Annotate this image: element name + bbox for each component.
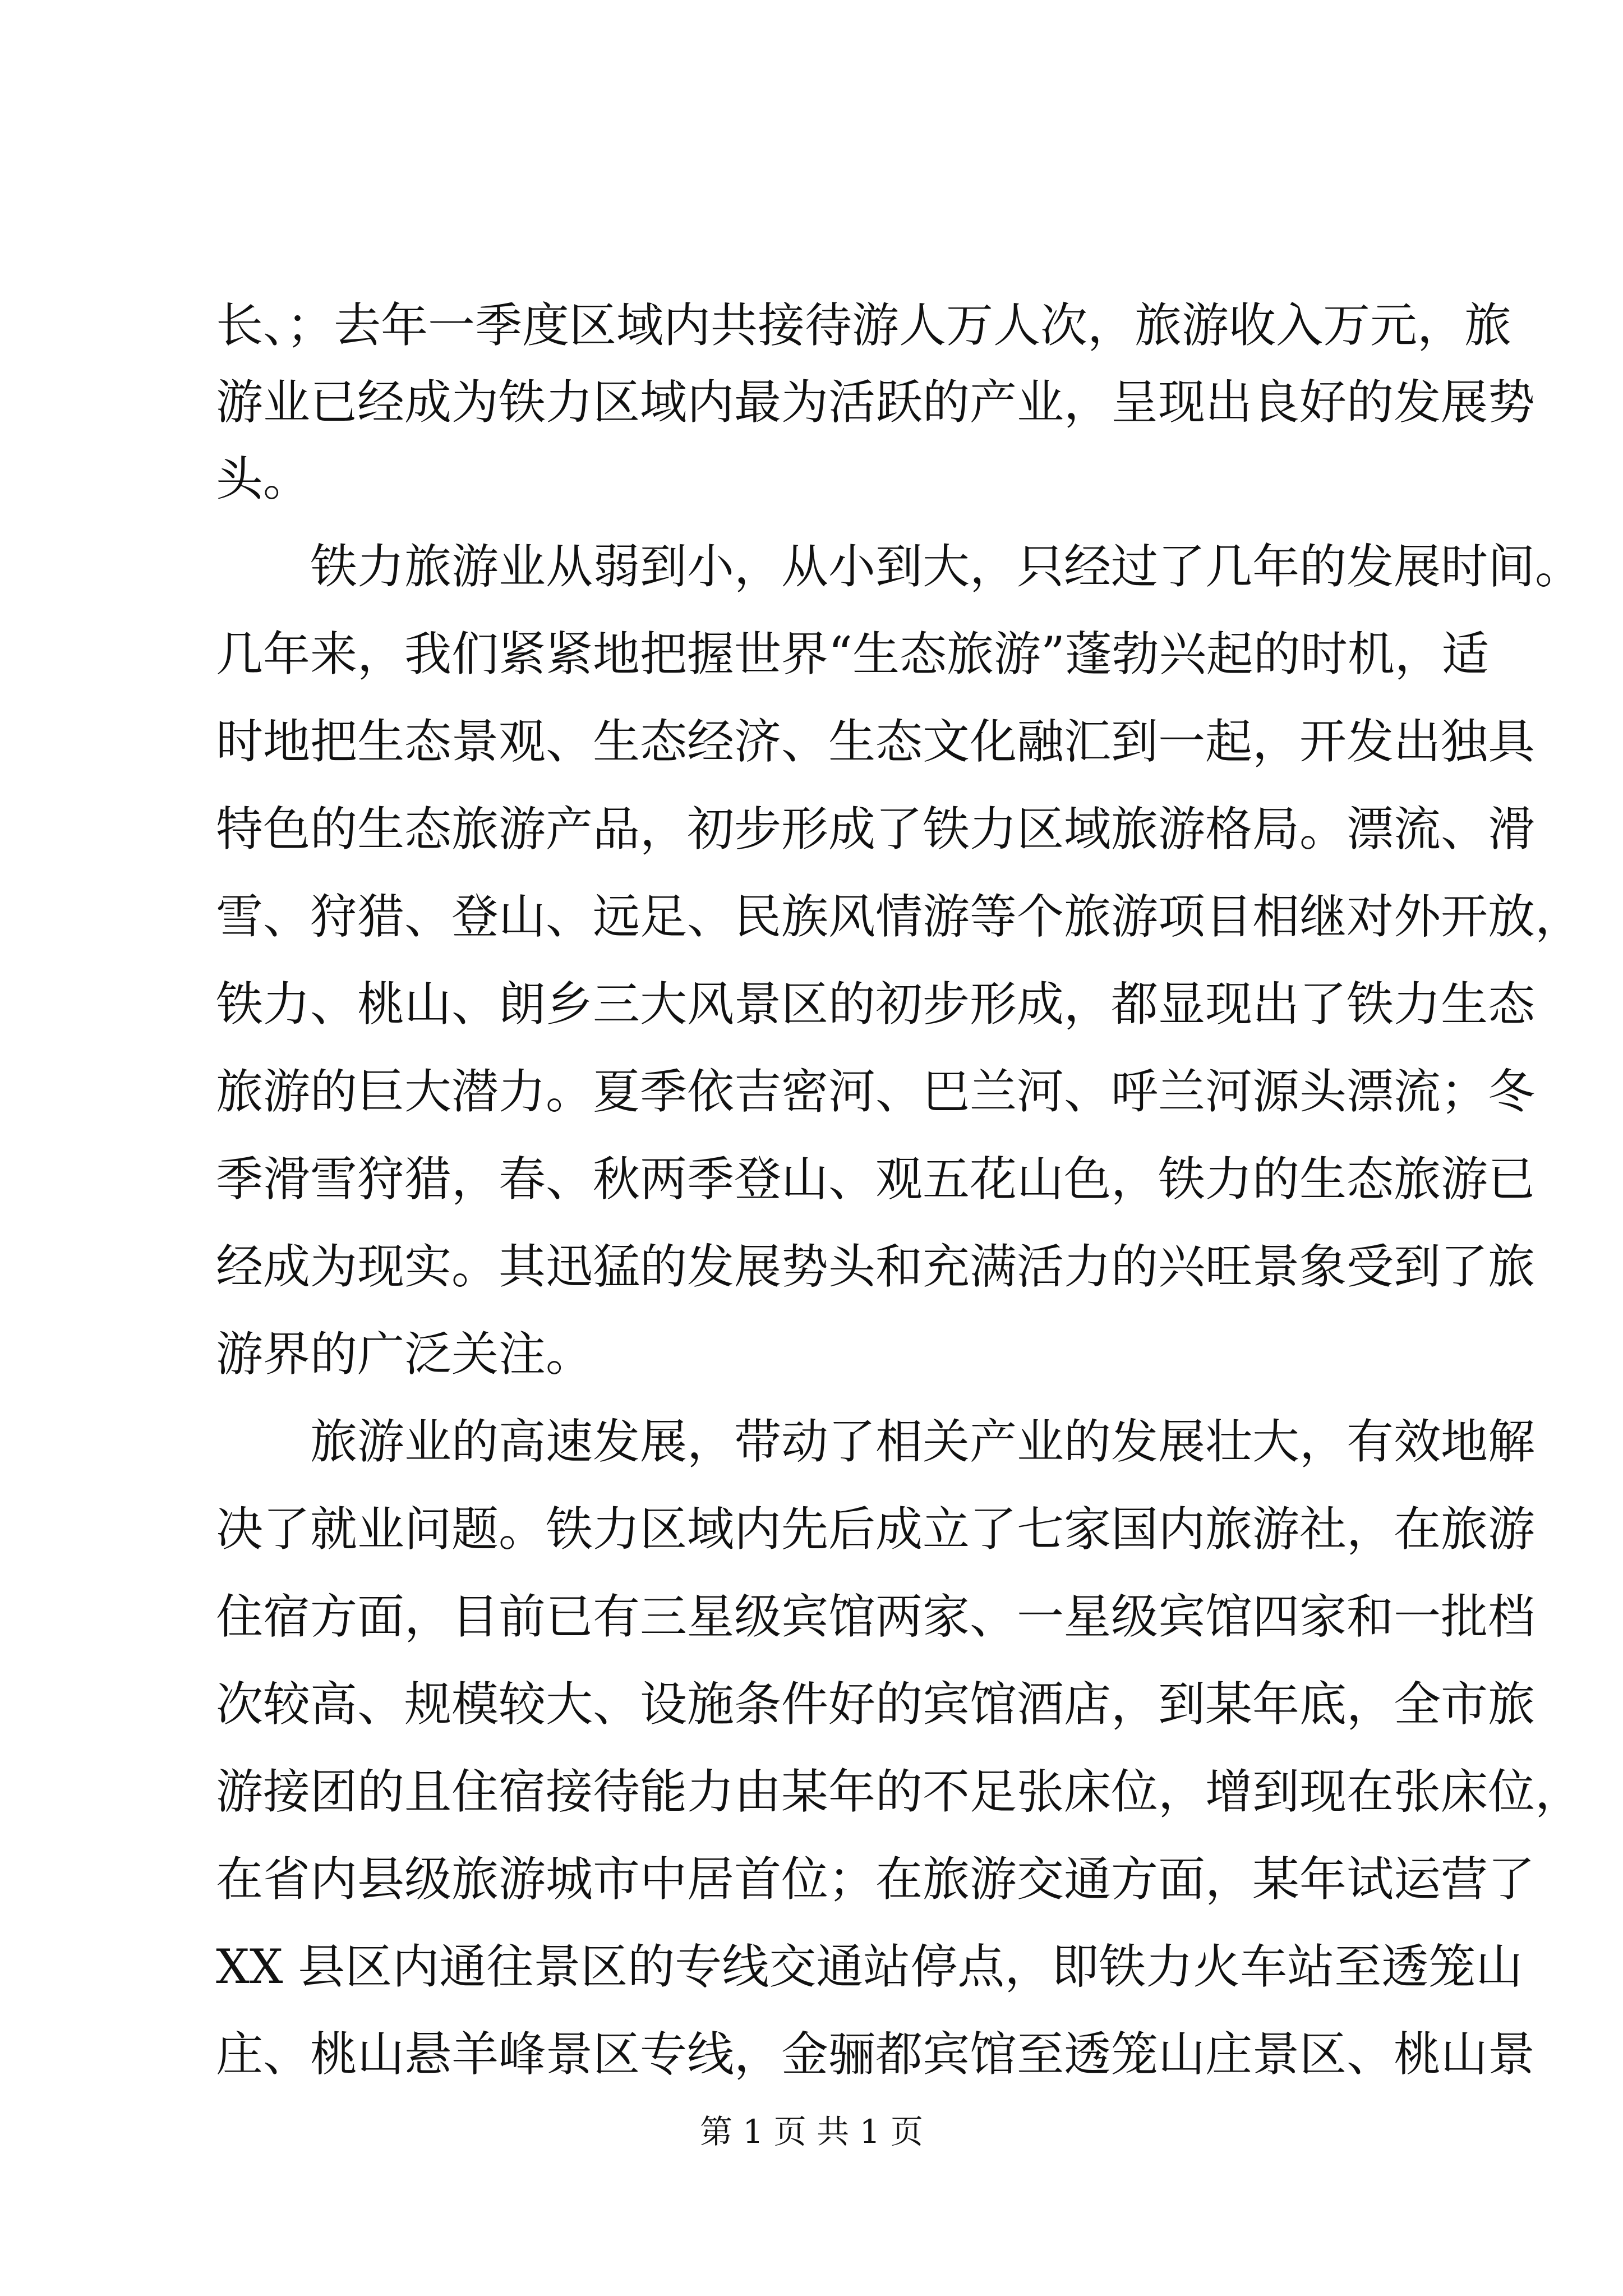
text-line-8: 雪、狩猎、登山、远足、民族风情游等个旅游项目相继对外开放， — [216, 889, 1583, 944]
text-line-9: 铁力、桃山、朗乡三大风景区的初步形成，都显现出了铁力生态 — [216, 977, 1536, 1032]
text-line-12: 经成为现实。其迅猛的发展势头和充满活力的兴旺景象受到了旅 — [216, 1239, 1536, 1294]
text-line-13: 游界的广泛关注。 — [216, 1327, 593, 1382]
text-line-4: 铁力旅游业从弱到小，从小到大，只经过了几年的发展时间。 — [216, 539, 1583, 594]
text-line-7: 特色的生态旅游产品，初步形成了铁力区域旅游格局。漂流、滑 — [216, 802, 1536, 857]
text-line-15: 决了就业问题。铁力区域内先后成立了七家国内旅游社，在旅游 — [216, 1502, 1536, 1557]
text-line-20: XX 县区内通往景区的专线交通站停点，即铁力火车站至透笼山 — [216, 1939, 1523, 1994]
text-line-21: 庄、桃山悬羊峰景区专线，金骊都宾馆至透笼山庄景区、桃山景 — [216, 2027, 1536, 2082]
text-line-19: 在省内县级旅游城市中居首位；在旅游交通方面，某年试运营了 — [216, 1852, 1536, 1907]
text-line-11: 季滑雪狩猎，春、秋两季登山、观五花山色，铁力的生态旅游已 — [216, 1152, 1536, 1207]
text-line-1: 长、；去年一季度区域内共接待游人万人次，旅游收入万元，旅 — [216, 298, 1512, 353]
text-line-10: 旅游的巨大潜力。夏季依吉密河、巴兰河、呼兰河源头漂流；冬 — [216, 1064, 1536, 1119]
text-line-18: 游接团的且住宿接待能力由某年的不足张床位，增到现在张床位， — [216, 1764, 1583, 1819]
text-line-16: 住宿方面，目前已有三星级宾馆两家、一星级宾馆四家和一批档 — [216, 1589, 1536, 1644]
text-line-17: 次较高、规模较大、设施条件好的宾馆酒店，到某年底，全市旅 — [216, 1677, 1536, 1732]
text-line-14: 旅游业的高速发展，带动了相关产业的发展壮大，有效地解 — [216, 1414, 1536, 1469]
text-line-5: 几年来，我们紧紧地把握世界“生态旅游”蓬勃兴起的时机，适 — [216, 627, 1489, 682]
text-line-3: 头。 — [216, 452, 311, 507]
text-line-6: 时地把生态景观、生态经济、生态文化融汇到一起，开发出独具 — [216, 714, 1536, 769]
text-line-2: 游业已经成为铁力区域内最为活跃的产业，呈现出良好的发展势 — [216, 375, 1536, 430]
page-footer: 第 1 页 共 1 页 — [700, 2113, 923, 2151]
